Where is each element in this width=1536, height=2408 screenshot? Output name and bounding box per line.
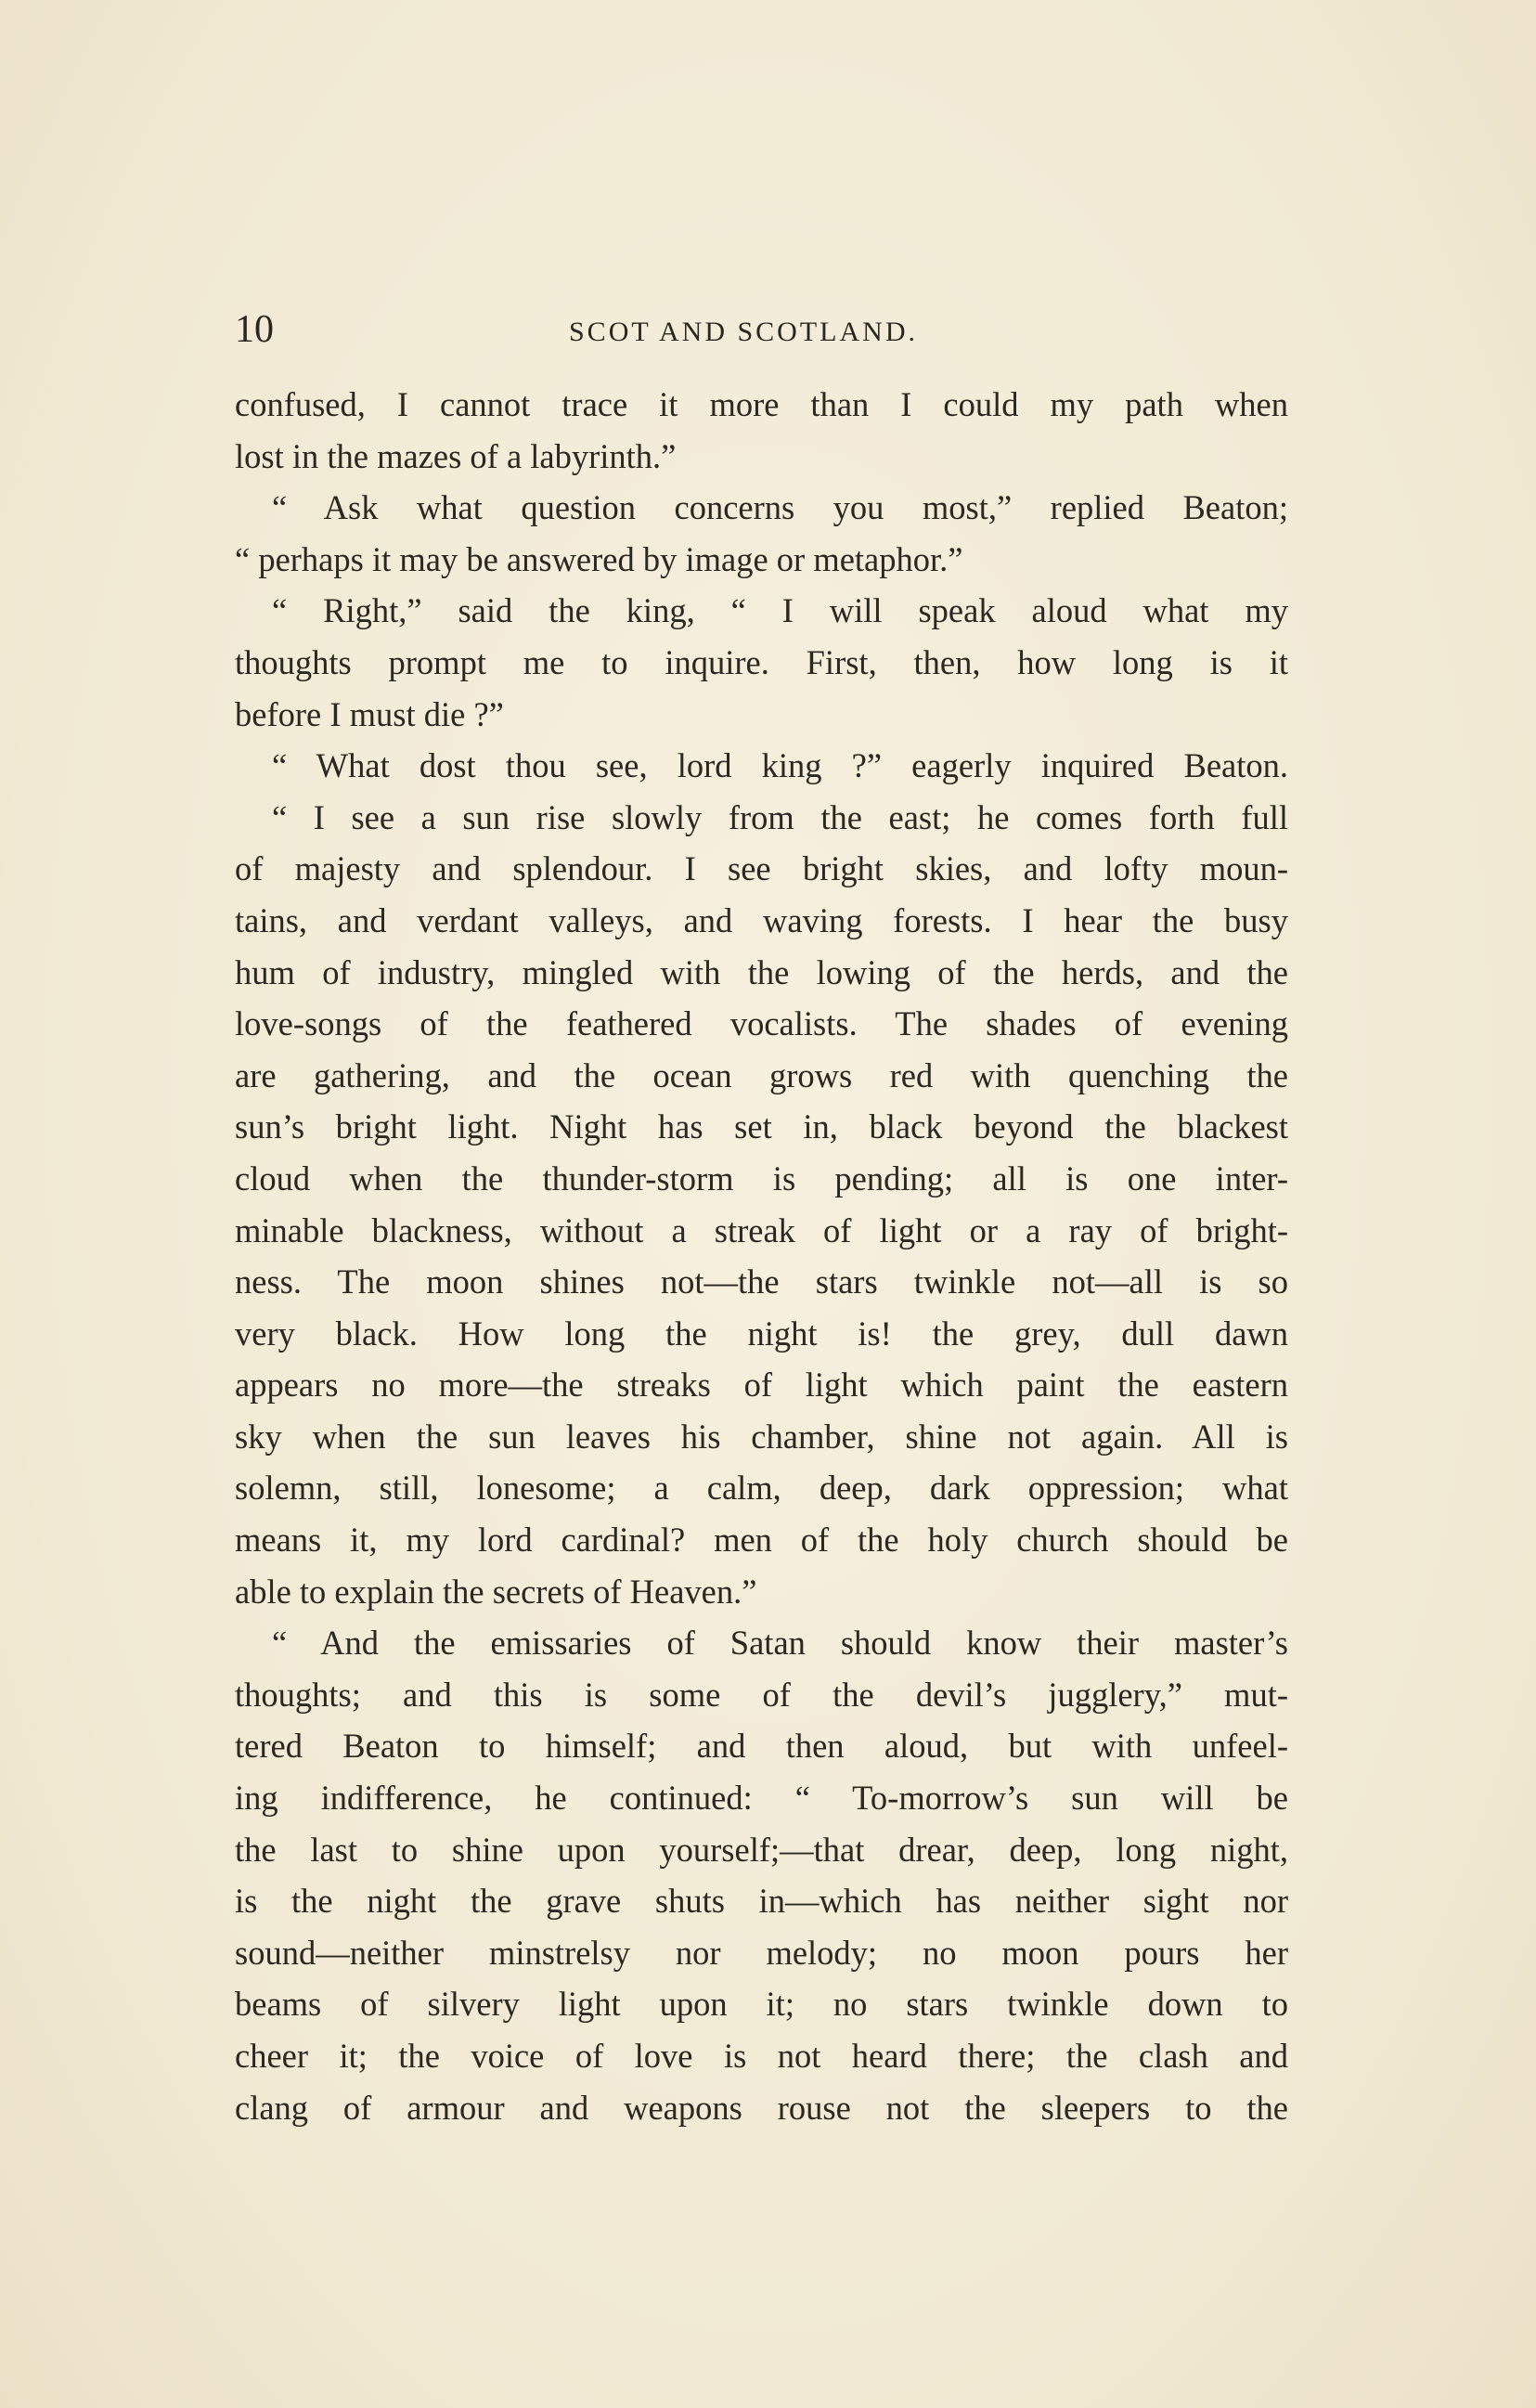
- text-line: sky when the sun leaves his chamber, shine not again. All is: [235, 1417, 1288, 1456]
- text-line: of majesty and splendour. I see bright skies, and lofty moun-: [235, 849, 1288, 888]
- text-line: “ perhaps it may be answered by image or metaphor.”: [235, 539, 963, 578]
- text-line: solemn, still, lonesome; a calm, deep, dark oppression; what: [235, 1469, 1288, 1508]
- text-line: love-songs of the feathered vocalists. The shades of evening: [235, 1004, 1288, 1043]
- text-line: means it, my lord cardinal? men of the holy church should be: [235, 1521, 1288, 1560]
- text-line: confused, I cannot trace it more than I could my path when: [235, 385, 1288, 423]
- text-line: appears no more—the streaks of light which paint the eastern: [235, 1366, 1288, 1405]
- text-line: the last to shine upon yourself;—that drear, deep, long night,: [235, 1830, 1288, 1869]
- running-title: SCOT AND SCOTLAND.: [569, 317, 918, 347]
- text-line: thoughts; and this is some of the devil’s jugglery,” mut-: [235, 1675, 1288, 1714]
- text-line: sun’s bright light. Night has set in, black beyond the blackest: [235, 1107, 1288, 1146]
- text-line: thoughts prompt me to inquire. First, then, how long is it: [235, 642, 1288, 681]
- text-line: before I must die ?”: [235, 694, 504, 733]
- text-line: “ Ask what question concerns you most,” replied Beaton;: [272, 488, 1288, 527]
- text-line: tered Beaton to himself; and then aloud, but with unfeel-: [235, 1727, 1288, 1766]
- text-line: cloud when the thunder-storm is pending; all is one inter-: [235, 1159, 1288, 1198]
- page-number: 10: [235, 308, 274, 351]
- text-line: very black. How long the night is! the grey, dull dawn: [235, 1314, 1288, 1353]
- text-line: clang of armour and weapons rouse not the sleepers to the: [235, 2088, 1288, 2127]
- text-line: beams of silvery light upon it; no stars twinkle down to: [235, 1985, 1288, 2024]
- text-line: ness. The moon shines not—the stars twinkle not—all is so: [235, 1262, 1288, 1301]
- text-line: “ And the emissaries of Satan should know their master’s: [272, 1624, 1288, 1663]
- text-line: “ What dost thou see, lord king ?” eagerly inquired Beaton.: [272, 746, 1288, 785]
- body-text: [235, 379, 1288, 2133]
- text-line: lost in the mazes of a labyrinth.”: [235, 436, 677, 475]
- text-line: minable blackness, without a streak of light or a ray of bright-: [235, 1210, 1288, 1249]
- text-line: sound—neither minstrelsy nor melody; no moon pours her: [235, 1933, 1288, 1972]
- text-line: able to explain the secrets of Heaven.”: [235, 1572, 757, 1611]
- text-line: “ Right,” said the king, “ I will speak aloud what my: [272, 591, 1288, 630]
- text-line: hum of industry, mingled with the lowing of the herds, and the: [235, 952, 1288, 991]
- text-line: tains, and verdant valleys, and waving forests. I hear the busy: [235, 900, 1288, 939]
- text-line: are gathering, and the ocean grows red with quenching the: [235, 1055, 1288, 1094]
- page-header: [235, 306, 1284, 362]
- text-line: cheer it; the voice of love is not heard there; the clash and: [235, 2037, 1288, 2075]
- text-line: ing indifference, he continued: “ To-morrow’s sun will be: [235, 1779, 1288, 1818]
- text-line: “ I see a sun rise slowly from the east; he comes forth full: [272, 797, 1288, 836]
- text-line: is the night the grave shuts in—which has neither sight nor: [235, 1882, 1288, 1921]
